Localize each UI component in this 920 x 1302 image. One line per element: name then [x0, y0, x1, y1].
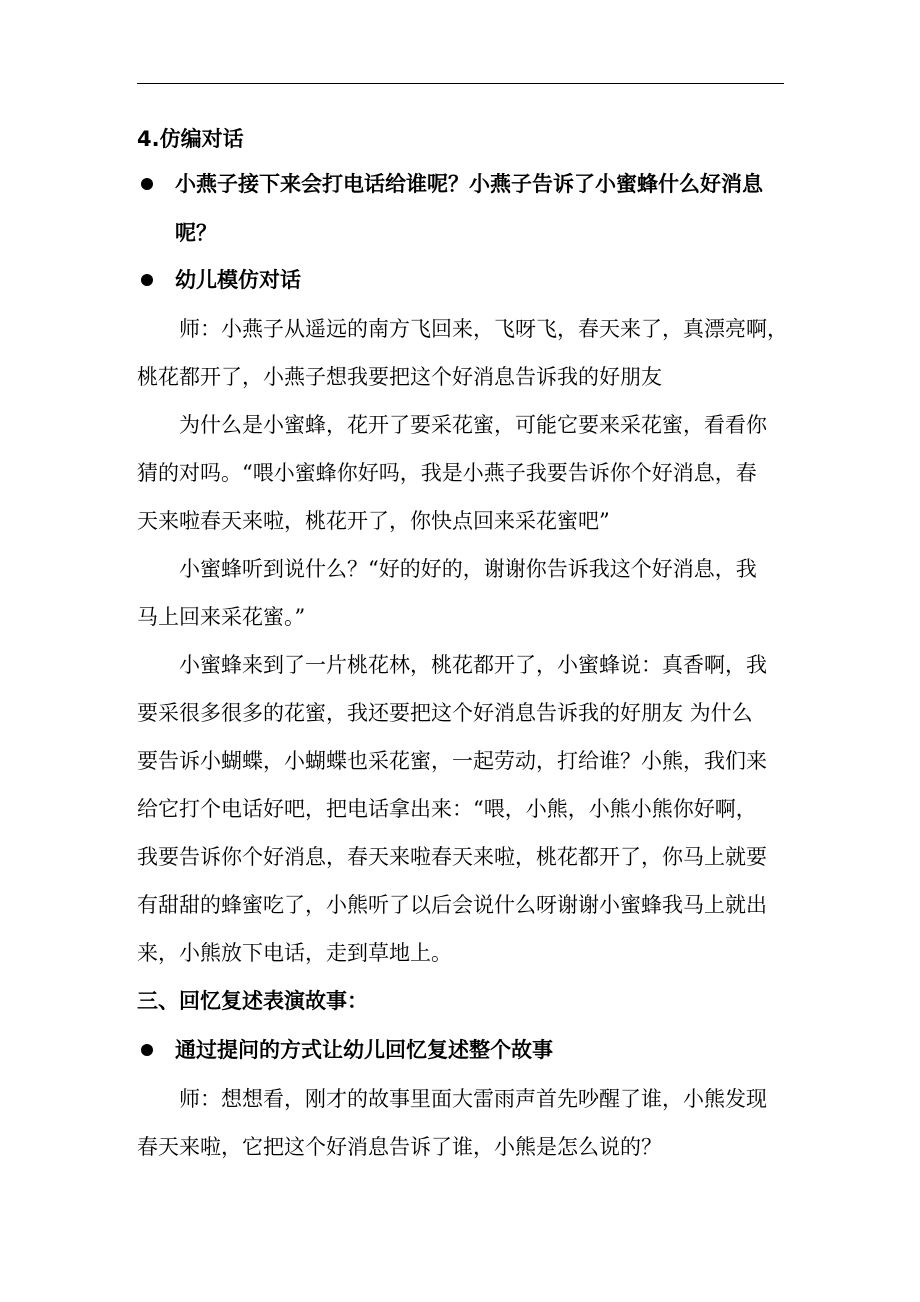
paragraph-line: 要告诉小蝴蝶，小蝴蝶也采花蜜，一起劳动，打给谁？小熊，我们来 [137, 749, 767, 773]
paragraph-line: 春天来啦，它把这个好消息告诉了谁，小熊是怎么说的？ [137, 1135, 662, 1159]
paragraph-line: 天来啦春天来啦，桃花开了，你快点回来采花蜜吧” [137, 509, 610, 533]
bullet-dot [141, 178, 153, 190]
paragraph-line: 小蜜蜂来到了一片桃花林，桃花都开了，小蜜蜂说：真香啊，我 [179, 653, 767, 677]
paragraph-line: 我要告诉你个好消息，春天来啦春天来啦，桃花都开了，你马上就要 [137, 845, 767, 869]
paragraph-line: 给它打个电话好吧，把电话拿出来：“喂，小熊，小熊小熊你好啊， [137, 797, 757, 821]
bullet-question-line-1: 小燕子接下来会打电话给谁呢？小燕子告诉了小蜜蜂什么好消息 [175, 172, 763, 196]
bullet-imitate-dialogue: 幼儿模仿对话 [175, 268, 301, 292]
section-4-heading: 4.仿编对话 [137, 127, 244, 151]
bullet-question-line-2: 呢？ [175, 221, 217, 245]
paragraph-line: 小蜜蜂听到说什么？“好的好的，谢谢你告诉我这个好消息，我 [179, 557, 757, 581]
header-rule [137, 83, 784, 84]
paragraph-line: 桃花都开了，小燕子想我要把这个好消息告诉我的好朋友 [137, 365, 662, 389]
bullet-recall-story: 通过提问的方式让幼儿回忆复述整个故事 [175, 1038, 553, 1062]
paragraph-line: 来，小熊放下电话，走到草地上。 [137, 941, 452, 965]
section-3-heading: 三、回忆复述表演故事： [137, 989, 368, 1013]
bullet-dot [141, 274, 153, 286]
paragraph-line: 猜的对吗。“喂小蜜蜂你好吗，我是小燕子我要告诉你个好消息，春 [137, 461, 757, 485]
paragraph-line: 马上回来采花蜜。” [137, 605, 306, 629]
paragraph-line: 要采很多很多的花蜜，我还要把这个好消息告诉我的好朋友 为什么 [137, 701, 753, 725]
bullet-dot [141, 1044, 153, 1056]
paragraph-line: 有甜甜的蜂蜜吃了，小熊听了以后会说什么呀谢谢小蜜蜂我马上就出 [137, 893, 767, 917]
paragraph-line: 师：小燕子从遥远的南方飞回来，飞呀飞，春天来了，真漂亮啊， [179, 317, 788, 341]
paragraph-line: 为什么是小蜜蜂，花开了要采花蜜，可能它要来采花蜜，看看你 [179, 413, 767, 437]
paragraph-line: 师：想想看，刚才的故事里面大雷雨声首先吵醒了谁，小熊发现 [179, 1087, 767, 1111]
